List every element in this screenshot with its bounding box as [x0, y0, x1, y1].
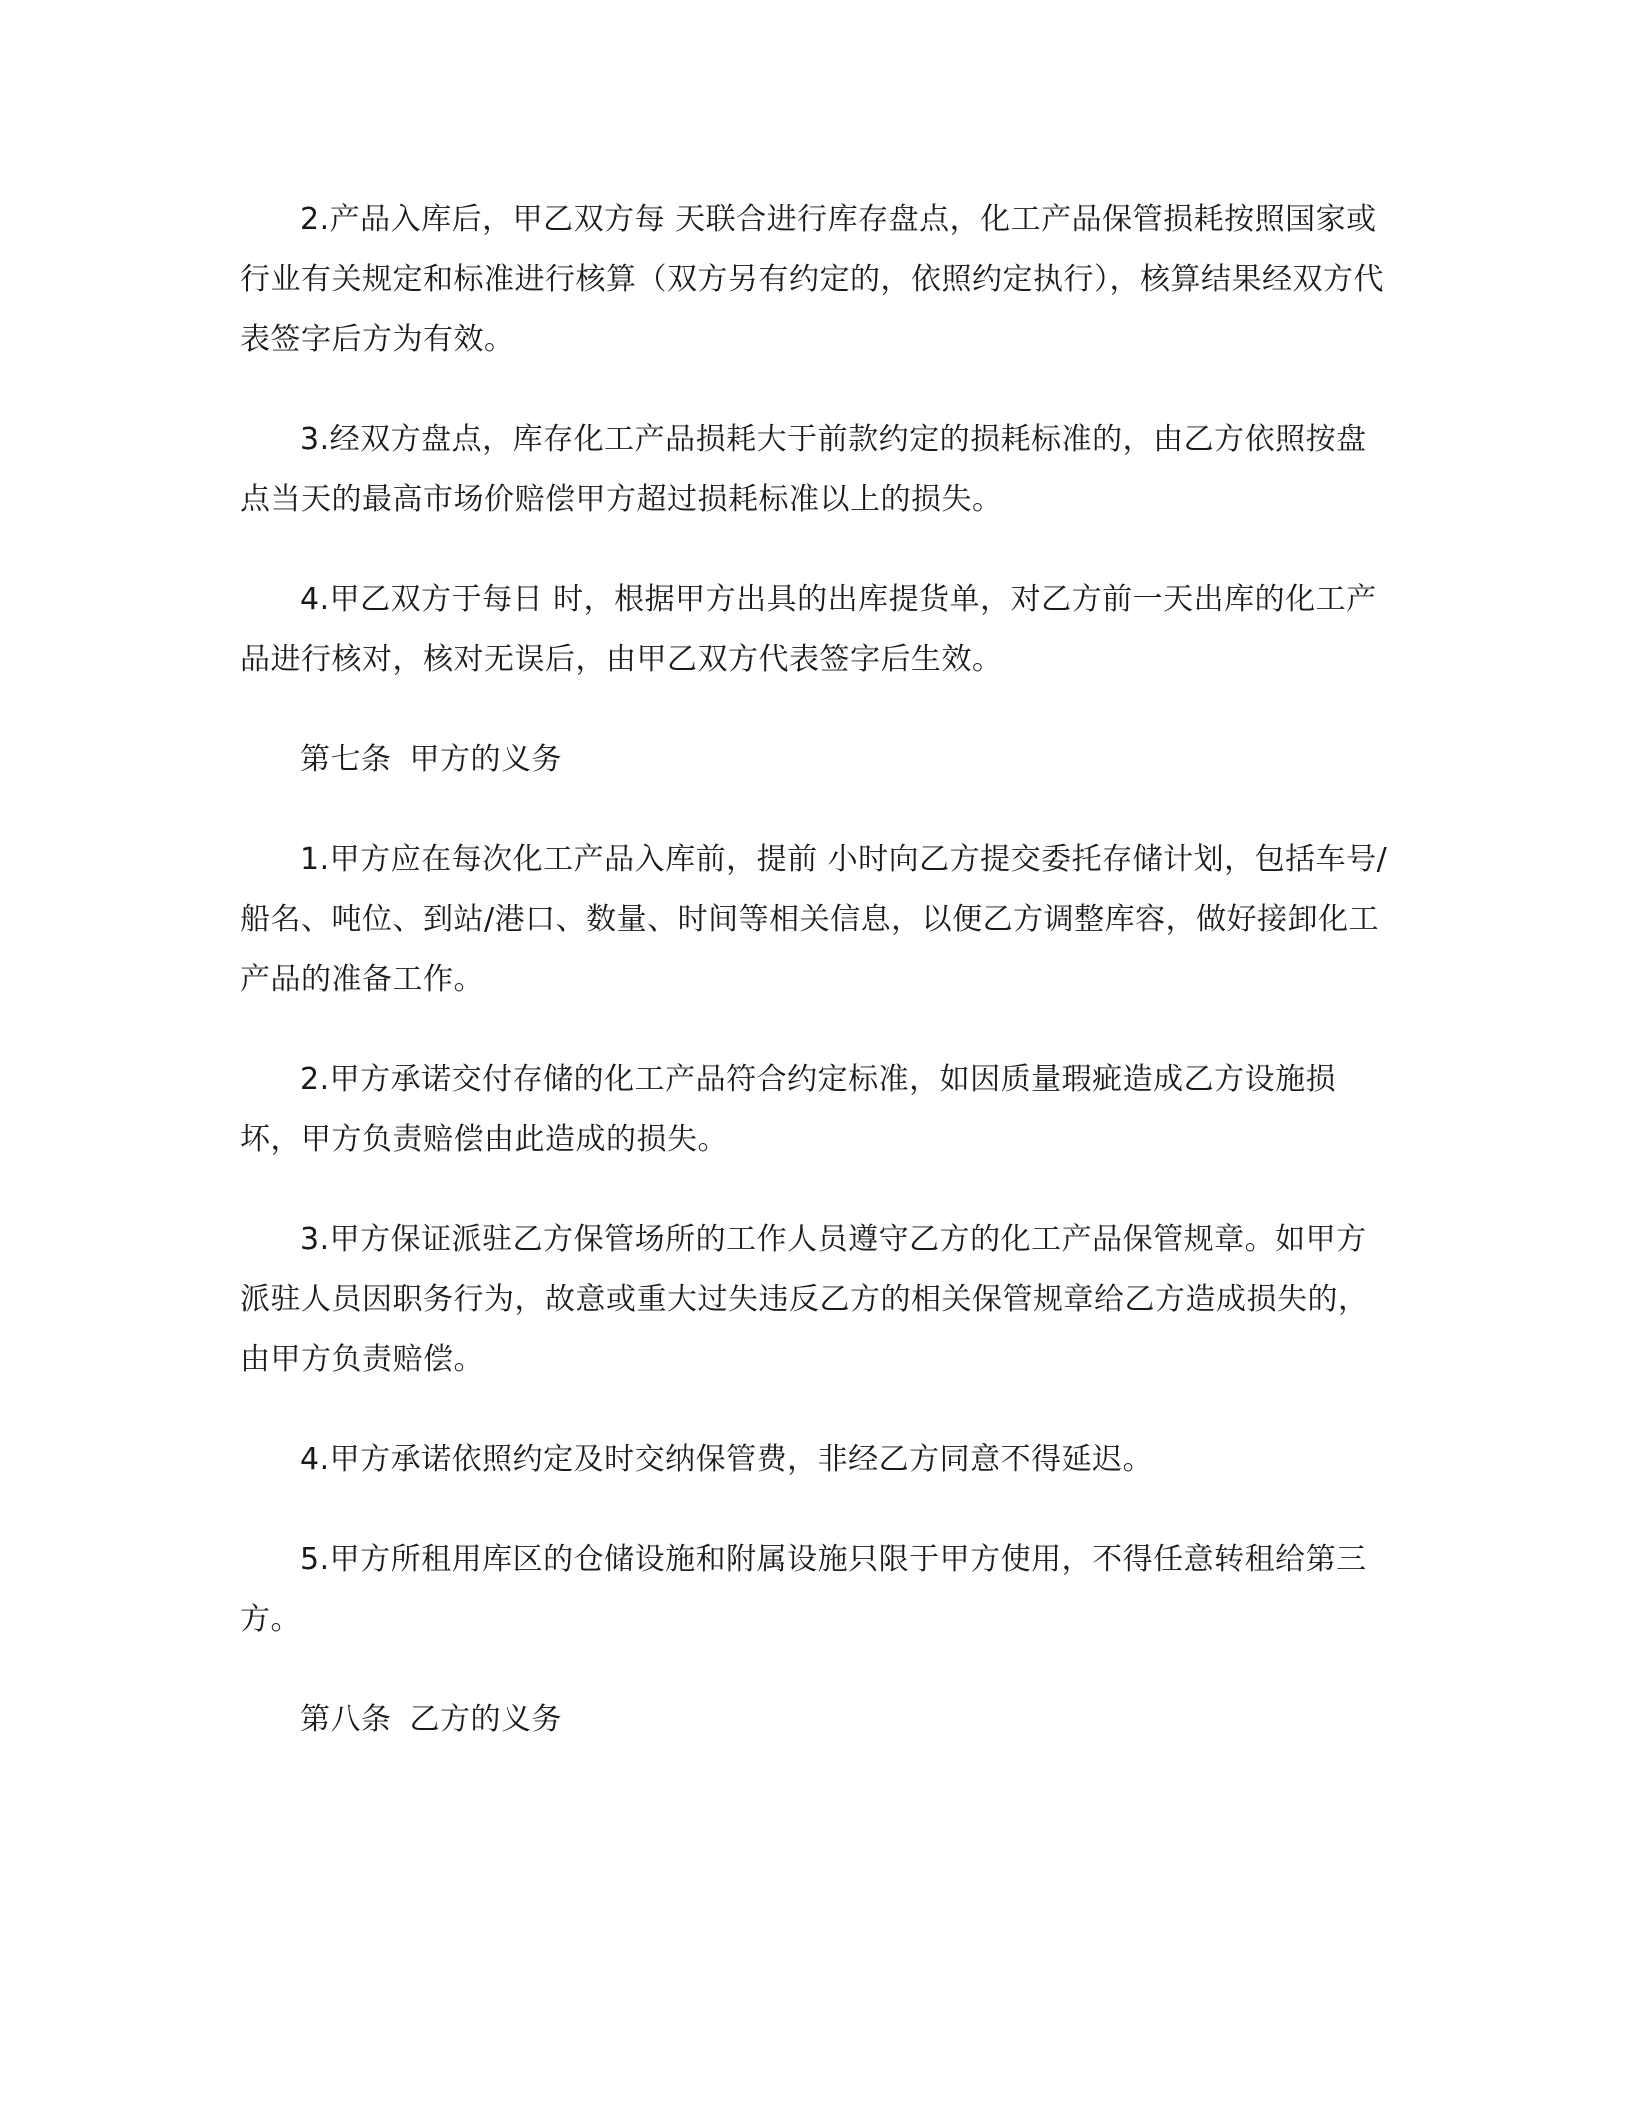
clause-paragraph: 3.经双方盘点，库存化工产品损耗大于前款约定的损耗标准的，由乙方依照按盘点当天的最高市场价赔偿甲方超过损耗标准以上的损失。 — [240, 422, 1367, 517]
article-title: 甲方的义务 — [409, 742, 562, 777]
clause-paragraph: 2.产品入库后，甲乙双方每 天联合进行库存盘点，化工产品保管损耗按照国家或行业有关规定和标准进行核算（双方另有约定的，依照约定执行），核算结果经双方代表签字后方为有效。 — [240, 202, 1384, 357]
clause-paragraph: 2.甲方承诺交付存储的化工产品符合约定标准，如因质量瑕疵造成乙方设施损坏，甲方负责赔偿由此造成的损失。 — [240, 1062, 1337, 1157]
clause-paragraph: 5.甲方所租用库区的仓储设施和附属设施只限于甲方使用，不得任意转租给第三方。 — [240, 1542, 1367, 1637]
article-heading — [240, 1690, 1392, 1750]
clause-paragraph: 3.甲方保证派驻乙方保管场所的工作人员遵守乙方的化工产品保管规章。如甲方派驻人员因职务行为，故意或重大过失违反乙方的相关保管规章给乙方造成损失的，由甲方负责赔偿。 — [240, 1222, 1369, 1377]
article-heading — [240, 730, 1392, 790]
clause-paragraph: 4.甲乙双方于每日 时，根据甲方出具的出库提货单，对乙方前一天出库的化工产品进行核对，核对无误后，由甲乙双方代表签字后生效。 — [240, 582, 1377, 677]
article-number: 第八条 — [300, 1702, 392, 1737]
clause-paragraph: 1.甲方应在每次化工产品入库前，提前 小时向乙方提交委托存储计划，包括车号/船名、吨位、到站/港口、数量、时间等相关信息，以便乙方调整库容，做好接卸化工产品的准备工作。 — [240, 842, 1388, 997]
article-number: 第七条 — [300, 742, 392, 777]
clause-paragraph: 4.甲方承诺依照约定及时交纳保管费，非经乙方同意不得延迟。 — [300, 1442, 1154, 1477]
article-title: 乙方的义务 — [409, 1702, 562, 1737]
